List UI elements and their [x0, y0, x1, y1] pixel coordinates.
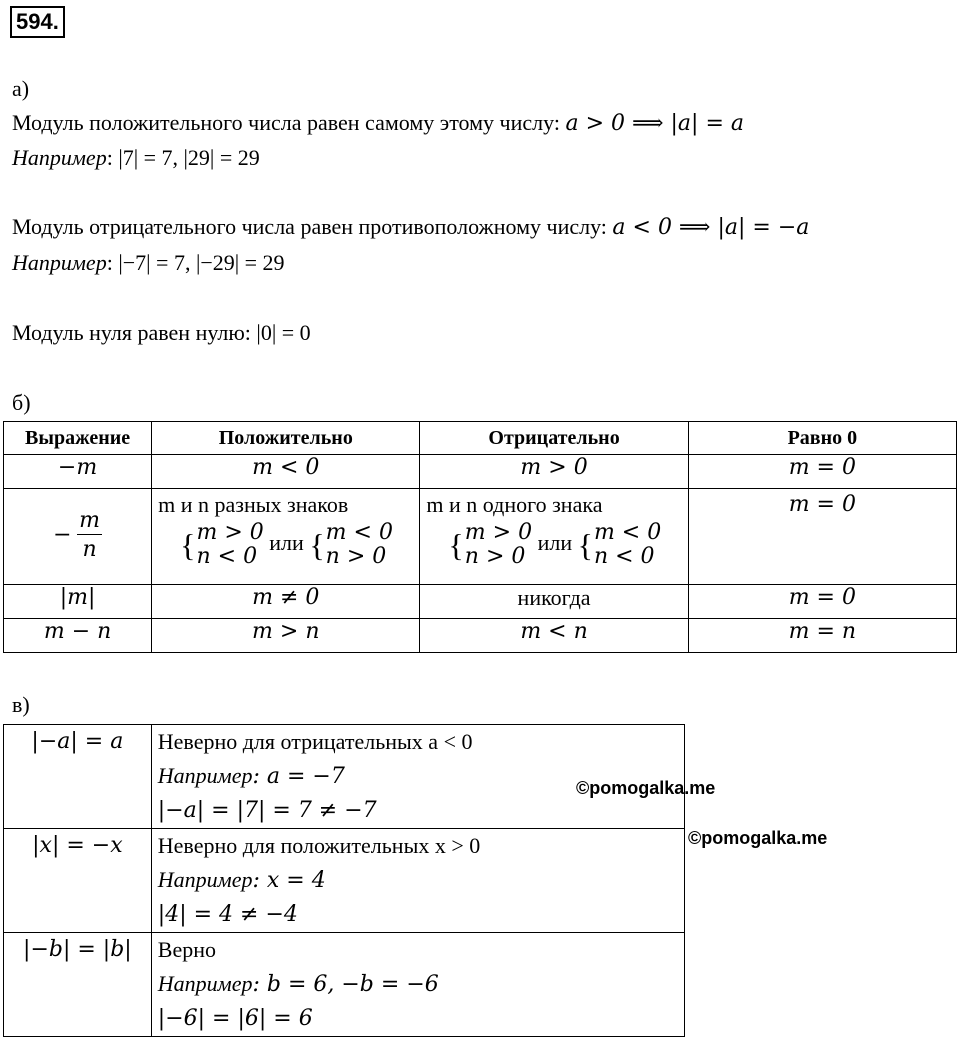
minus-sign: − [53, 522, 72, 548]
cell-neg: m < n [420, 619, 688, 653]
or-word: или [269, 530, 304, 556]
explanation-example [158, 967, 678, 1002]
brace-icon: { [309, 527, 325, 563]
system-line: n < 0 [593, 544, 655, 569]
cell-zero: m = 0 [688, 585, 956, 619]
part-a-line3: Модуль нуля равен нулю: |0| = 0 [12, 320, 311, 345]
part-a-line1 [12, 110, 744, 136]
cell-pos [152, 489, 420, 585]
neg-systems [426, 521, 681, 569]
part-a-line2 [12, 214, 809, 240]
example-label: Например [157, 971, 253, 996]
system-line: m < 0 [593, 520, 662, 545]
part-a-line2-text: Модуль отрицательного числа равен противоположному числу: [12, 214, 607, 239]
part-a-label: а) [12, 76, 30, 101]
explanation-line: Неверно для положительных x > 0 [157, 833, 481, 858]
cell-expr: |−b| = |b| [4, 933, 152, 1037]
table-header-row [4, 422, 957, 455]
or-word: или [537, 530, 573, 556]
system-line: n > 0 [325, 544, 387, 569]
cell-neg: m > 0 [420, 455, 688, 489]
explanation-line: |4| = 4 ≠ −4 [157, 902, 298, 927]
cell-zero: m = 0 [688, 455, 956, 489]
cell-expr: |m| [4, 585, 152, 619]
part-a-line1-math: a > 0 ⟹ |a| = a [565, 111, 744, 136]
cell-expr-fraction [4, 489, 152, 585]
cell-zero: m = n [688, 619, 956, 653]
header-negative: Отрицательно [420, 422, 688, 455]
neg-text: m и n одного знака [426, 492, 603, 517]
part-c-label: в) [12, 692, 30, 717]
system [594, 521, 661, 569]
part-a-line1-text: Модуль положительного числа равен самому этому числу: [12, 110, 560, 135]
explanation-line: Верно [157, 937, 216, 962]
example-label: Например [12, 250, 107, 275]
table-row [4, 619, 957, 653]
problem-number: 594. [10, 6, 65, 38]
brace-icon: { [180, 527, 196, 563]
cell-pos: m ≠ 0 [152, 585, 420, 619]
cell-pos: m < 0 [152, 455, 420, 489]
table-c [3, 724, 685, 1037]
watermark: ©pomogalka.me [688, 828, 828, 848]
table-row [4, 725, 685, 829]
example-math: : x = 4 [252, 868, 326, 893]
pos-systems [158, 521, 413, 569]
table-b [3, 421, 957, 653]
example-math: : |−7| = 7, |−29| = 29 [106, 250, 285, 275]
cell-explanation [151, 725, 684, 829]
cell-neg: никогда [420, 585, 688, 619]
cell-explanation [151, 829, 684, 933]
system-line: m > 0 [196, 520, 264, 545]
example-label: Например [157, 763, 253, 788]
table-row [4, 585, 957, 619]
system-line: m < 0 [325, 520, 393, 545]
watermark: ©pomogalka.me [576, 778, 716, 798]
cell-neg [420, 489, 688, 585]
cell-expr: |−a| = a [4, 725, 152, 829]
system-line: m > 0 [464, 520, 533, 545]
table-row [4, 455, 957, 489]
part-a-example1 [12, 145, 260, 171]
explanation-example [158, 863, 678, 898]
example-math: : |7| = 7, |29| = 29 [106, 145, 260, 170]
brace-icon: { [448, 527, 464, 563]
fraction-denominator: n [82, 537, 97, 562]
system-line: n > 0 [464, 544, 526, 569]
part-a-line2-math: a < 0 ⟹ |a| = −a [612, 215, 810, 240]
brace-icon: { [577, 527, 593, 563]
explanation-line: |−6| = |6| = 6 [157, 1006, 313, 1031]
cell-expr: −m [4, 455, 152, 489]
system [197, 521, 264, 569]
system [465, 521, 532, 569]
header-expression: Выражение [4, 422, 152, 455]
cell-zero: m = 0 [688, 489, 956, 585]
cell-expr: |x| = −x [4, 829, 152, 933]
example-label: Например [157, 867, 253, 892]
table-row [4, 489, 957, 585]
example-math: : b = 6, −b = −6 [252, 972, 439, 997]
cell-pos: m > n [152, 619, 420, 653]
pos-text: m и n разных знаков [158, 492, 349, 517]
header-zero: Равно 0 [688, 422, 956, 455]
fraction-numerator: m [79, 508, 100, 533]
part-a-example2 [12, 250, 285, 276]
header-positive: Положительно [152, 422, 420, 455]
part-b-label: б) [12, 390, 31, 415]
example-label: Например [12, 145, 107, 170]
system [326, 521, 393, 569]
explanation-line: Неверно для отрицательных a < 0 [157, 729, 473, 754]
cell-expr: m − n [4, 619, 152, 653]
system-line: n < 0 [196, 544, 258, 569]
example-math: : a = −7 [252, 764, 345, 789]
table-row [4, 829, 685, 933]
explanation-line: |−a| = |7| = 7 ≠ −7 [157, 798, 377, 823]
fraction [77, 508, 102, 565]
cell-explanation [151, 933, 684, 1037]
table-row [4, 933, 685, 1037]
